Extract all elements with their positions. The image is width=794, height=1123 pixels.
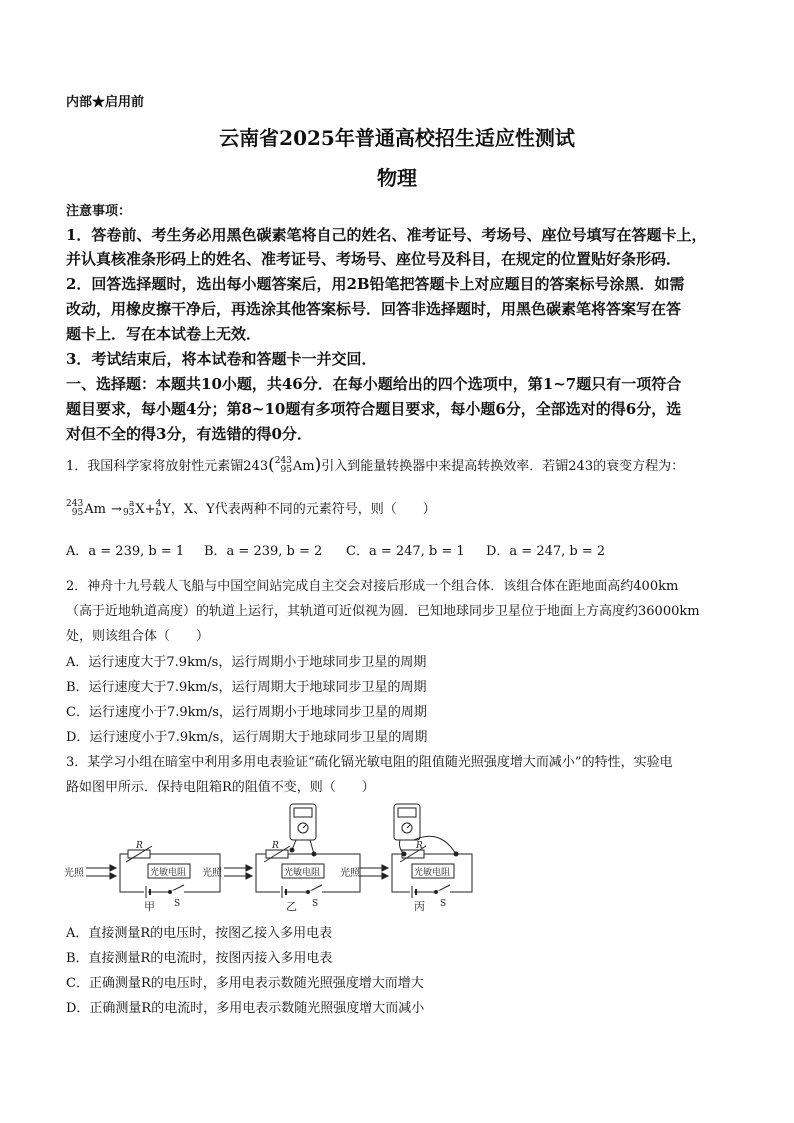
section-instruction: 题目要求，每小题4分；第8~10题有多项符合题目要求，每小题6分，全部选对的得6分，选 [66, 400, 682, 418]
option-d: D．运行速度小于7.9km/s，运行周期大于地球同步卫星的周期 [66, 730, 428, 745]
resistor-label: 光敏电阻 [414, 868, 451, 878]
option-a: A．运行速度大于7.9km/s，运行周期小于地球同步卫星的周期 [66, 655, 427, 670]
light-label: 光照 [340, 868, 360, 879]
notice-line: 改动，用橡皮擦干净后，再选涂其他答案标号．回答非选择题时，用黑色碳素笔将答案写在答 [66, 300, 682, 318]
question-1-stem: 1．我国科学家将放射性元素镅243( 243 95 Am)引入到能量转换器中来提高转换效率．若镅243的衰变方程为： [66, 455, 685, 475]
notice-line: 并认真核准条形码上的姓名、准考证号、考场号、座位号及科目，在规定的位置贴好条形码． [66, 250, 682, 268]
page-title: 云南省2025年普通高校招生适应性测试 [219, 126, 575, 150]
option-c: C．运行速度小于7.9km/s，运行周期小于地球同步卫星的周期 [66, 705, 427, 720]
option-b: B．运行速度大于7.9km/s，运行周期大于地球同步卫星的周期 [66, 680, 427, 695]
light-label: 光照 [202, 868, 222, 879]
notice-heading: 注意事项： [66, 204, 132, 219]
option-a: A．a = 239, b = 1 [66, 544, 185, 559]
option-d: D．a = 247, b = 2 [486, 544, 606, 559]
s-label: S [174, 899, 181, 909]
question-2-stem: 2．神舟十九号载人飞船与中国空间站完成自主交会对接后形成一个组合体．该组合体在距地面高约400km [66, 579, 679, 594]
nuclide-notation: 243 95 [274, 456, 292, 475]
subject-title: 物理 [377, 166, 417, 190]
option-c: C．a = 247, b = 1 [346, 544, 465, 559]
question-2-stem: 处，则该组合体（ ） [66, 629, 210, 644]
r-label: R [416, 841, 423, 851]
circuit-figure [60, 798, 480, 914]
option-c: C．正确测量R的电压时，多用电表示数随光照强度增大而增大 [66, 976, 424, 991]
circuit-bing [360, 804, 472, 898]
circuit-yi [224, 804, 360, 898]
section-instruction: 一、选择题：本题共10小题，共46分．在每小题给出的四个选项中，第1~7题只有一项符合 [66, 375, 682, 393]
option-b: B．直接测量R的电流时，按图丙接入多用电表 [66, 951, 333, 966]
notice-line: 2．回答选择题时，选出每小题答案后，用2B铅笔把答题卡上对应题目的答案标号涂黑．如需 [66, 275, 685, 293]
r-label: R [272, 841, 279, 851]
question-1-equation: 243 95 Am → a 93 X+ 4 b Y，X、Y代表两种不同的元素符号，则（ ） [66, 499, 436, 518]
option-a: A．直接测量R的电压时，按图乙接入多用电表 [66, 926, 333, 941]
s-label: S [440, 899, 447, 909]
notice-line: 3．考试结束后，将本试卷和答题卡一并交回． [66, 350, 377, 368]
s-label: S [312, 899, 319, 909]
light-label: 光照 [64, 868, 84, 879]
question-2-stem: （高于近地轨道高度）的轨道上运行，其轨道可近似视为圆．已知地球同步卫星位于地面上方高度约36000km [66, 604, 700, 619]
option-d: D．正确测量R的电流时，多用电表示数随光照强度增大而减小 [66, 1001, 425, 1016]
confidential-mark: 内部★启用前 [66, 95, 145, 110]
resistor-label: 光敏电阻 [284, 868, 321, 878]
question-3-stem: 路如图甲所示．保持电阻箱R的阻值不变，则（ ） [66, 780, 375, 795]
notice-line: 题卡上．写在本试卷上无效． [66, 325, 262, 343]
notice-line: 1．答卷前、考生务必用黑色碳素笔将自己的姓名、准考证号、考场号、座位号填写在答题卡上， [66, 226, 707, 244]
resistor-label: 光敏电阻 [150, 868, 187, 878]
caption-bing: 丙 [414, 900, 425, 913]
caption-yi: 乙 [286, 900, 297, 913]
question-3-stem: 3．某学习小组在暗室中利用多用电表验证“硫化镉光敏电阻的阻值随光照强度增大而减小”的特性，实验电 [66, 755, 673, 770]
r-label: R [136, 841, 143, 851]
section-instruction: 对但不全的得3分，有选错的得0分． [66, 425, 312, 443]
option-b: B．a = 239, b = 2 [204, 544, 323, 559]
caption-jia: 甲 [144, 900, 155, 913]
